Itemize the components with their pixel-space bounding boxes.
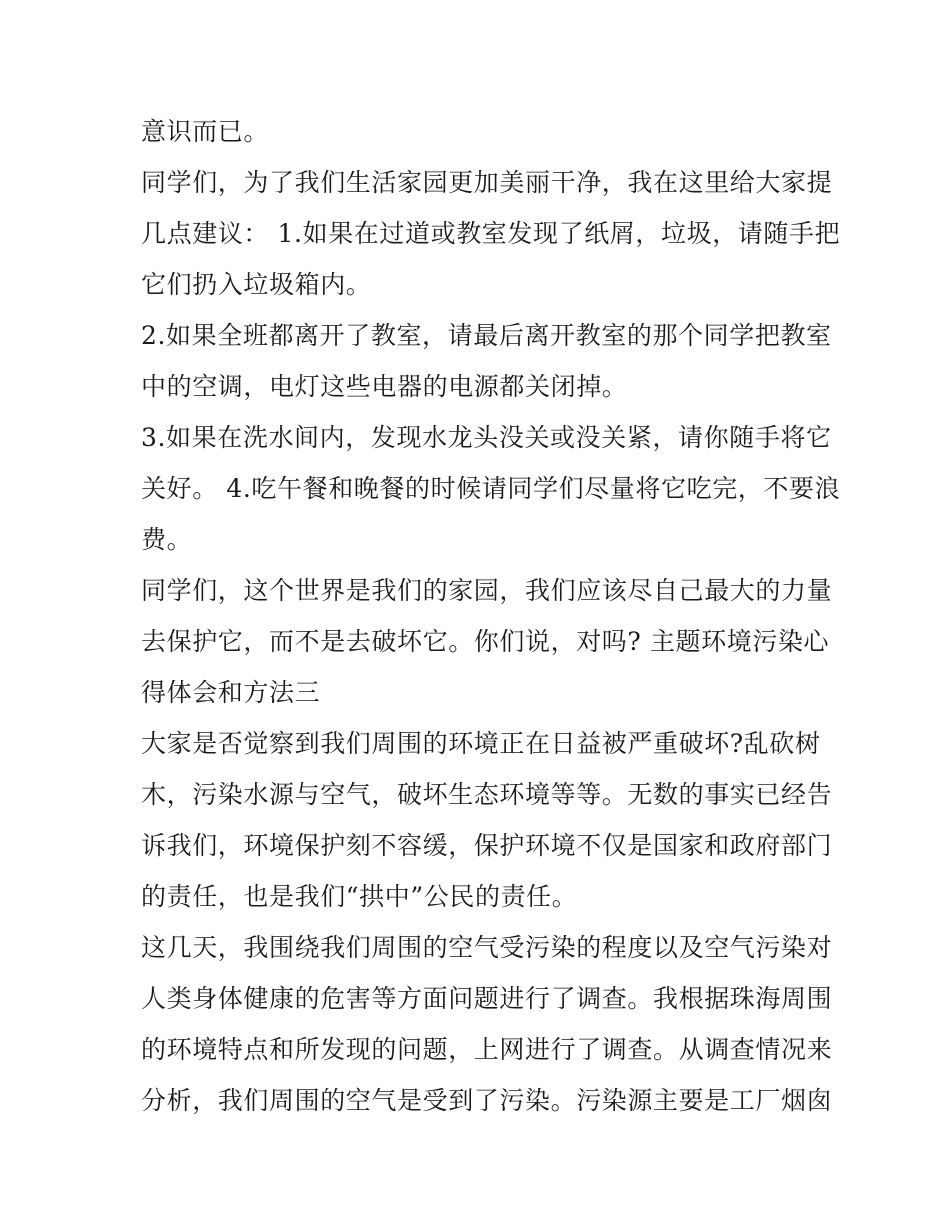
text-line: 意识而已。 [141,117,270,146]
text-line: 同学们，为了我们生活家园更加美丽干净，我在这里给大家提 [141,168,833,197]
text-line: 诉我们，环境保护刻不容缓，保护环境不仅是国家和政府部门 [141,831,833,860]
text-line: 的环境特点和所发现的问题，上网进行了调查。从调查情况来 [141,1035,833,1064]
text-line: 人类身体健康的危害等方面问题进行了调查。我根据珠海周围 [141,984,833,1013]
text-line: 2.如果全班都离开了教室，请最后离开教室的那个同学把教室 [141,321,832,350]
text-line: 分析，我们周围的空气是受到了污染。污染源主要是工厂烟囱 [141,1086,833,1115]
text-line: 关好。 4.吃午餐和晚餐的时候请同学们尽量将它吃完，不要浪 [141,474,841,503]
text-line: 中的空调，电灯这些电器的电源都关闭掉。 [141,372,628,401]
text-line: 去保护它，而不是去破坏它。你们说，对吗? 主题环境污染心 [141,627,830,656]
text-line: 费。 [141,525,193,554]
text-line: 的责任，也是我们“拱中”公民的责任。 [141,882,578,911]
text-line: 得体会和方法三 [141,678,321,707]
text-line: 这几天，我围绕我们周围的空气受污染的程度以及空气污染对 [141,933,833,962]
document-body [141,106,841,1126]
text-line: 3.如果在洗水间内，发现水龙头没关或没关紧，请你随手将它 [141,423,832,452]
text-line: 木，污染水源与空气，破坏生态环境等等。无数的事实已经告 [141,780,833,809]
text-line: 大家是否觉察到我们周围的环境正在日益被严重破坏?乱砍树 [141,729,821,758]
text-line: 同学们，这个世界是我们的家园，我们应该尽自己最大的力量 [141,576,833,605]
text-line: 几点建议： 1.如果在过道或教室发现了纸屑，垃圾，请随手把 [141,219,841,248]
text-line: 它们扔入垃圾箱内。 [141,270,372,299]
